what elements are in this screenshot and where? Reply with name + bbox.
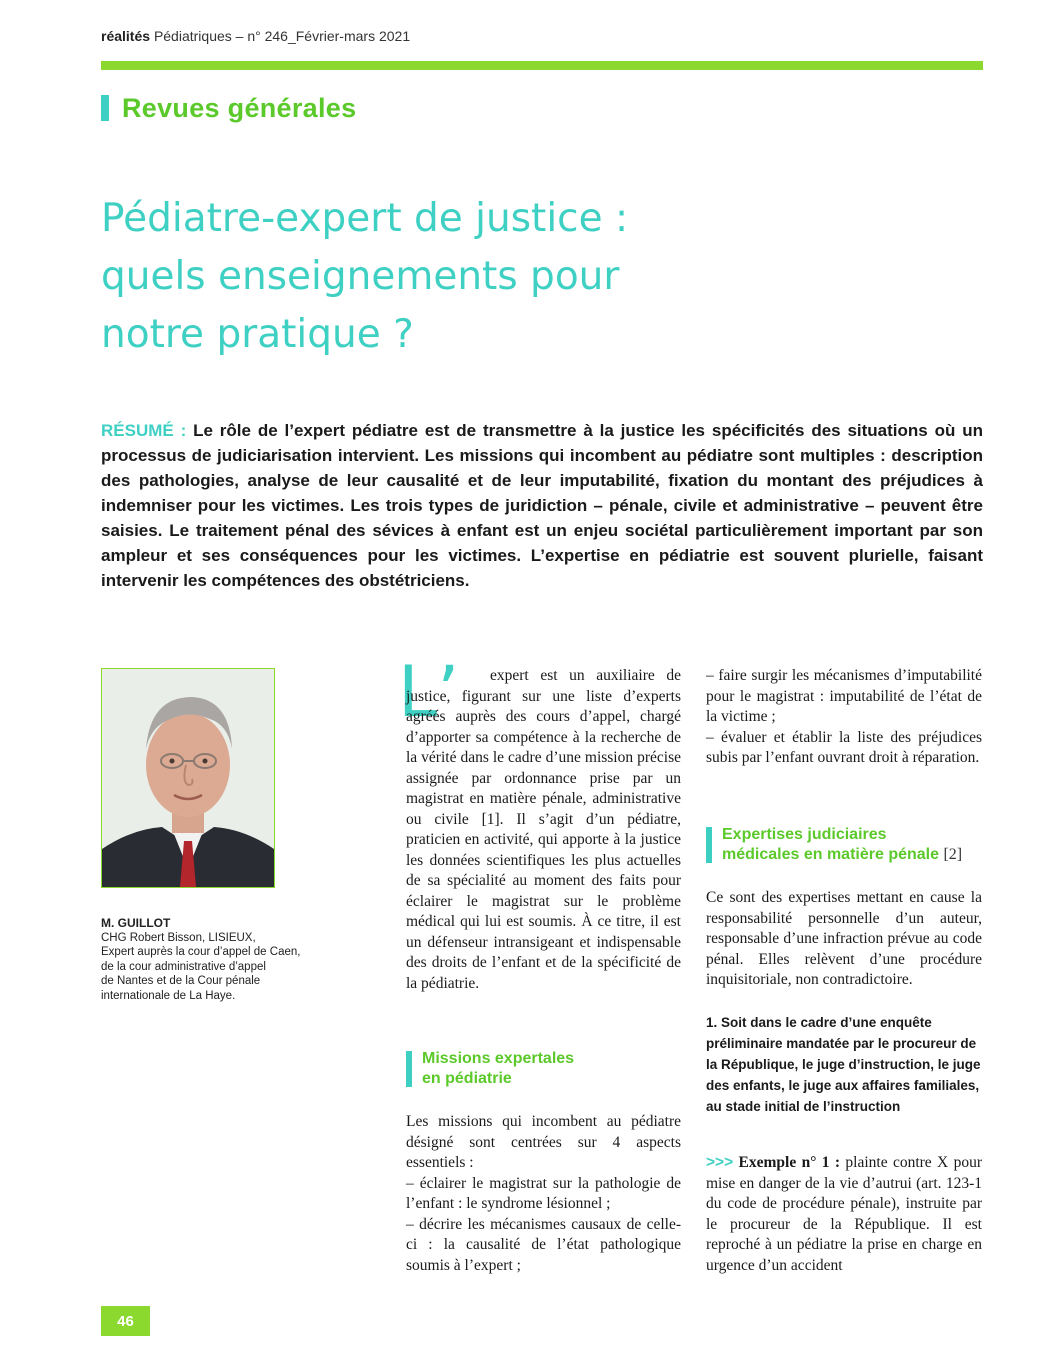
author-info [101,916,321,1003]
subheading-missions [406,1049,681,1089]
reference-marker: [2] [943,846,963,863]
subheading-penal [706,825,982,865]
list-item: – évaluer et établir la liste des préjudices subis par l’enfant ouvrant droit à réparation. [706,728,982,766]
author-affiliation: Expert auprès la cour d’appel de Caen, [101,946,301,958]
missions-list-continued [706,666,982,769]
section-title: Revues générales [122,92,357,123]
list-item: – éclairer le magistrat sur la pathologie de l’enfant : le syndrome lésionnel ; [406,1174,681,1212]
body-paragraph: Ce sont des expertises mettant en cause la responsabilité personnelle d’un auteur, responsable d’une infraction prévue au code pénal. Elles relèvent d’une procédure inquisitoriale, non contradictoire. [706,889,982,988]
journal-brand: réalités [101,28,151,44]
subheading-line: Missions expertales [422,1050,575,1067]
missions-list [406,1112,681,1276]
author-affiliation: CHG Robert Bisson, LISIEUX, [101,931,256,944]
title-line: notre pratique ? [101,312,414,357]
author-affiliation: de la cour administrative d’appel [101,960,266,973]
body-paragraph: expert est un auxiliaire de justice, figurant sur une liste d’experts agréés auprès des cours d’appel, chargé d’apporter sa compétence à la recherche de la vérité dans le cadre d’une mission précise assignée par ordonnance prise par un magistrat en matière pénale, administrative ou civile [1]. Il s’agit d’un pédiatre, praticien en activité, qui apporte à la justice les données scientifiques les plus actuelles de sa spécialité au moment des faits pour éclairer le magistrat sur le problème médical qui lui est soumis. À ce titre, il est un défenseur intransigeant et indispensable des droits de l’enfant et de la spécificité de la pédiatrie. [406,667,681,992]
example-text: plainte contre X pour mise en danger de la vie d’autrui (art. 123-1 du code de procédure pénale), instruite par le procureur de la République. Il est reproché à un pédiatre la prise en charge en urgence d’un accident [706,1154,983,1274]
title-line: Pédiatre-expert de justice : [101,196,629,241]
list-item: – décrire les mécanismes causaux de celle-ci : la causalité de l’état pathologique soumis à l’expert ; [406,1215,681,1274]
subheading-line: Expertises judiciaires [722,826,887,843]
author-affiliation: internationale de La Haye. [101,989,236,1002]
body-paragraph: Les missions qui incombent au pédiatre désigné sont centrées sur 4 aspects essentiels : [406,1113,681,1171]
example-label: Exemple n° 1 : [738,1154,841,1171]
article-title [101,190,801,364]
journal-issue: Pédiatriques – n° 246_Février-mars 2021 [153,28,411,44]
portrait-illustration [102,669,274,887]
author-name: M. GUILLOT [101,916,171,930]
drop-cap: L’ [398,651,460,733]
example-paragraph [706,1153,982,1276]
subheading-line: en pédiatrie [422,1070,512,1087]
abstract [101,418,983,593]
subheading-line: médicales en matière pénale [722,846,939,863]
subheading-marker [706,827,712,863]
section-heading [101,92,356,124]
section-marker [101,95,109,121]
title-line: quels enseignements pour [101,254,620,299]
list-item: – faire surgir les mécanismes d’imputabilité pour le magistrat : imputabilité de l’état de la victime ; [706,667,982,725]
author-affiliation: de Nantes et de la Cour pénale [101,975,261,987]
arrows-icon: >>> [706,1154,734,1171]
abstract-text: Le rôle de l’expert pédiatre est de transmettre à la justice les spécificités des situations où un processus de judiciarisation intervient. Les missions qui incombent au pédiatre sont multiples : description des pathologies, analyse de leur causalité et de leur imputabilité, fixation du montant des préjudices à indemniser pour les victimes. Les trois types de juridiction – pénale, civile et administrative – peuvent être saisies. Le traitement pénal des sévices à enfant est un enjeu sociétal particulièrement important par son ampleur et ses conséquences pour les victimes. L’expertise en pédiatrie est souvent plurielle, faisant intervenir les compétences des obstétriciens. [101,421,983,590]
page-number: 46 [101,1306,150,1336]
running-header [101,28,410,44]
header-rule [101,61,983,70]
author-photo [101,668,275,888]
penal-intro [706,888,982,991]
numbered-point: 1. Soit dans le cadre d’une enquête préliminaire mandatée par le procureur de la République, le juge d’instruction, le juge des enfants, le juge aux affaires familiales, au stade initial de l’instruction [706,1015,981,1114]
intro-paragraph [406,666,681,994]
subheading-marker [406,1051,412,1087]
abstract-lead: RÉSUMÉ : [101,421,187,440]
